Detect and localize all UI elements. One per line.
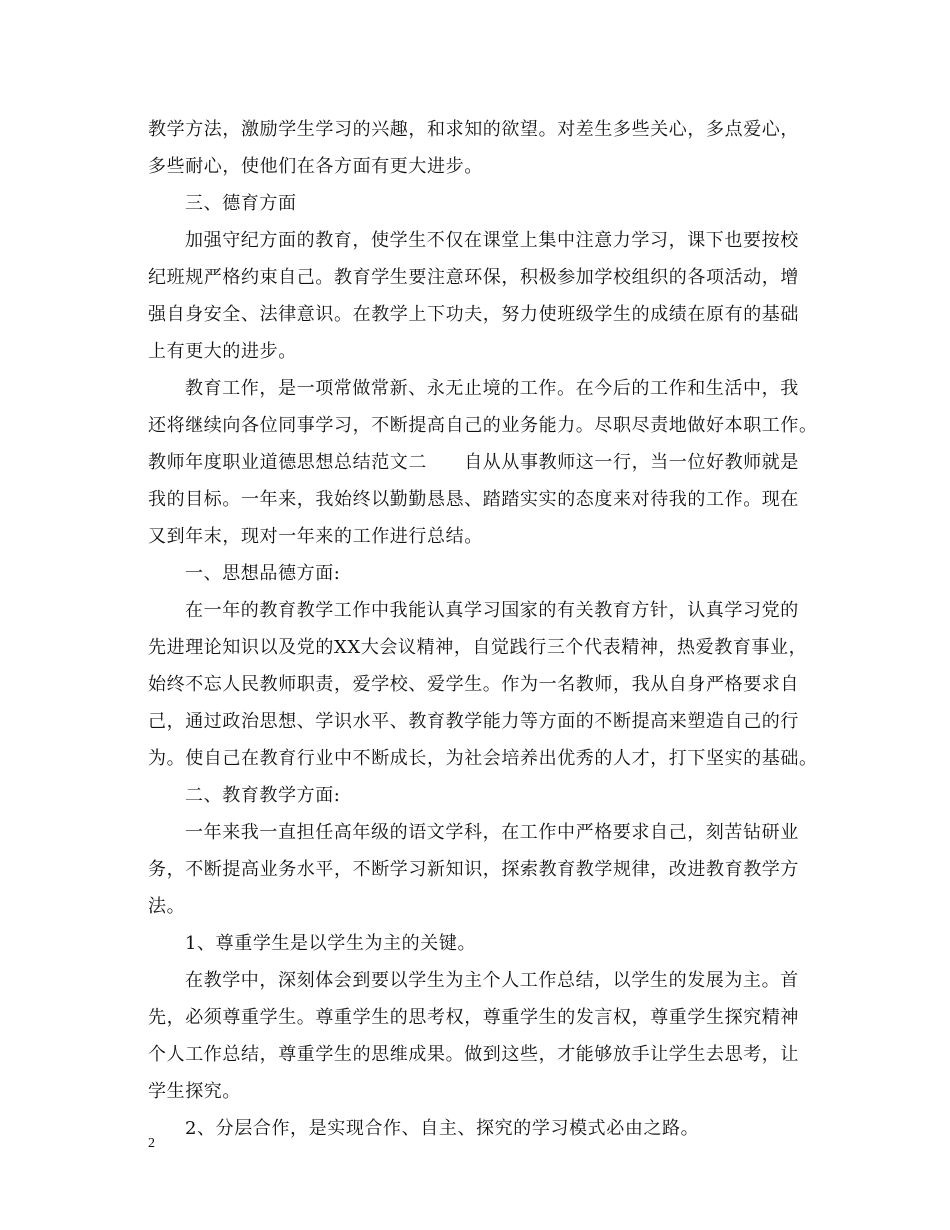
text-line: 一年来我一直担任高年级的语文学科，在工作中严格要求自己，刻苦钻研业 xyxy=(185,822,799,843)
text-line: 法。 xyxy=(148,896,186,917)
text-line: 在一年的教育教学工作中我能认真学习国家的有关教育方针，认真学习党的 xyxy=(185,600,799,621)
text-line: 学生探究。 xyxy=(148,1081,241,1102)
text-line: 教师年度职业道德思想总结范文二 自从从事教师这一行，当一位好教师就是 xyxy=(148,452,799,473)
section-heading: 1、尊重学生是以学生为主的关键。 xyxy=(185,933,477,954)
text-line: 加强守纪方面的教育，使学生不仅在课堂上集中注意力学习，课下也要按校 xyxy=(185,230,799,251)
text-line: 为。使自己在教育行业中不断成长，为社会培养出优秀的人才，打下坚实的基础。 xyxy=(148,748,818,769)
text-line: 己，通过政治思想、学识水平、教育教学能力等方面的不断提高来塑造自己的行 xyxy=(148,711,799,732)
text-line: 上有更大的进步。 xyxy=(148,341,297,362)
page-number: 2 xyxy=(148,1136,155,1151)
text-line: 我的目标。一年来，我始终以勤勤恳恳、踏踏实实的态度来对待我的工作。现在 xyxy=(148,489,799,510)
text-line: 个人工作总结，尊重学生的思维成果。做到这些，才能够放手让学生去思考，让 xyxy=(148,1044,799,1065)
text-line: 先进理论知识以及党的XX大会议精神，自觉践行三个代表精神，热爱教育事业， xyxy=(148,637,808,658)
text-line: 强自身安全、法律意识。在教学上下功夫，努力使班级学生的成绩在原有的基础 xyxy=(148,304,799,325)
section-heading: 三、德育方面 xyxy=(185,193,297,214)
section-heading: 二、教育教学方面: xyxy=(185,785,341,806)
text-line: 始终不忘人民教师职责，爱学校、爱学生。作为一名教师，我从自身严格要求自 xyxy=(148,674,799,695)
text-line: 教学方法，激励学生学习的兴趣，和求知的欲望。对差生多些关心，多点爱心， xyxy=(148,119,799,140)
text-line: 务，不断提高业务水平，不断学习新知识，探索教育教学规律，改进教育教学方 xyxy=(148,859,799,880)
text-line: 又到年末，现对一年来的工作进行总结。 xyxy=(148,526,483,547)
text-line: 教育工作，是一项常做常新、永无止境的工作。在今后的工作和生活中，我 xyxy=(185,378,799,399)
section-heading: 一、思想品德方面: xyxy=(185,563,341,584)
text-line: 纪班规严格约束自己。教育学生要注意环保，积极参加学校组织的各项活动，增 xyxy=(148,267,799,288)
section-heading: 2、分层合作，是实现合作、自主、探究的学习模式必由之路。 xyxy=(185,1118,700,1139)
text-line: 先，必须尊重学生。尊重学生的思考权，尊重学生的发言权，尊重学生探究精神 xyxy=(148,1007,799,1028)
text-line: 多些耐心，使他们在各方面有更大进步。 xyxy=(148,156,483,177)
text-line: 在教学中，深刻体会到要以学生为主个人工作总结，以学生的发展为主。首 xyxy=(185,970,799,991)
text-line: 还将继续向各位同事学习，不断提高自己的业务能力。尽职尽责地做好本职工作。 xyxy=(148,415,818,436)
